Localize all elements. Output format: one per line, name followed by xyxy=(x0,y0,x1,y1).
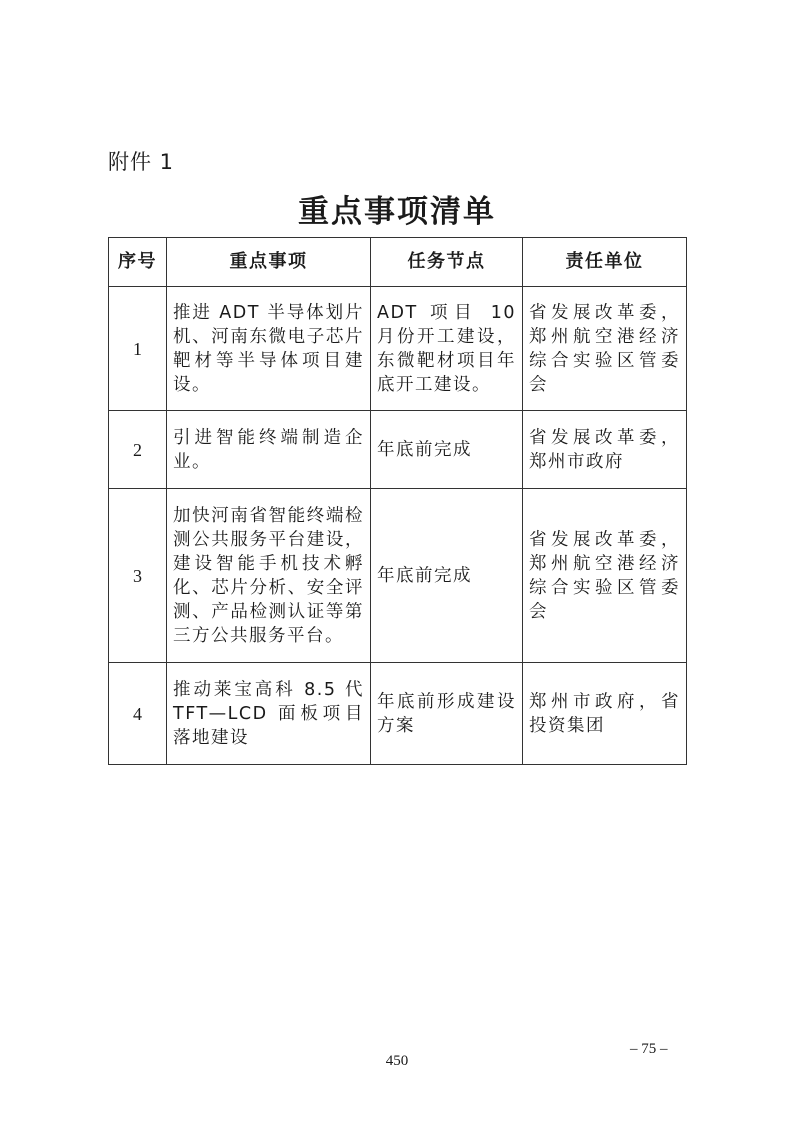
header-key-item: 重点事项 xyxy=(167,238,371,287)
original-page-number: – 75 – xyxy=(630,1041,668,1057)
row-task-node: ADT 项目 10 月份开工建设，东微靶材项目年底开工建设。 xyxy=(371,287,523,411)
table-row xyxy=(109,411,687,489)
table-row xyxy=(109,663,687,765)
row-task-node: 年底前完成 xyxy=(371,489,523,663)
header-serial-number: 序号 xyxy=(109,238,167,287)
row-serial-number: 3 xyxy=(109,489,167,663)
row-task-node: 年底前完成 xyxy=(371,411,523,489)
attachment-label: 附件 1 xyxy=(108,150,175,174)
row-responsible-unit: 省发展改革委，郑州市政府 xyxy=(523,411,687,489)
row-serial-number: 2 xyxy=(109,411,167,489)
row-key-item: 推进 ADT 半导体划片机、河南东微电子芯片靶材等半导体项目建设。 xyxy=(167,287,371,411)
key-items-table xyxy=(108,237,687,765)
row-responsible-unit: 省发展改革委，郑州航空港经济综合实验区管委会 xyxy=(523,287,687,411)
header-task-node: 任务节点 xyxy=(371,238,523,287)
row-task-node: 年底前形成建设方案 xyxy=(371,663,523,765)
header-responsible-unit: 责任单位 xyxy=(523,238,687,287)
table-row xyxy=(109,287,687,411)
row-serial-number: 4 xyxy=(109,663,167,765)
row-key-item: 引进智能终端制造企业。 xyxy=(167,411,371,489)
document-title: 重点事项清单 xyxy=(298,194,496,230)
row-key-item: 加快河南省智能终端检测公共服务平台建设，建设智能手机技术孵化、芯片分析、安全评测、产品检测认证等第三方公共服务平台。 xyxy=(167,489,371,663)
table-header-row xyxy=(109,238,687,287)
row-key-item: 推动莱宝高科 8.5 代 TFT—LCD 面板项目落地建设 xyxy=(167,663,371,765)
table-row xyxy=(109,489,687,663)
page-number: 450 xyxy=(385,1053,409,1069)
row-responsible-unit: 郑州市政府，省投资集团 xyxy=(523,663,687,765)
row-serial-number: 1 xyxy=(109,287,167,411)
row-responsible-unit: 省发展改革委，郑州航空港经济综合实验区管委会 xyxy=(523,489,687,663)
